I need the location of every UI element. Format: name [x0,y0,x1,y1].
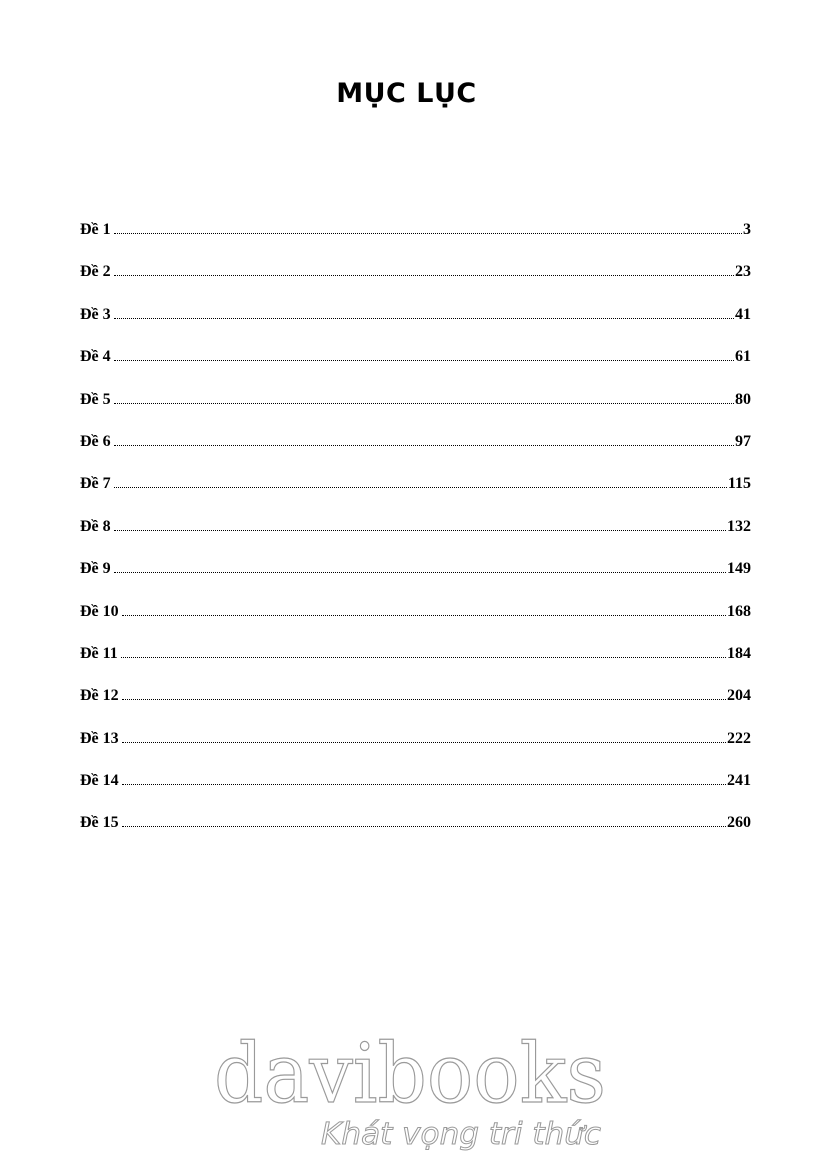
toc-entry[interactable] [80,645,751,687]
dot-leader [114,403,734,404]
toc-entry-page: 241 [727,772,751,790]
dot-leader [114,572,726,573]
dot-leader [122,784,726,785]
page-title: MỤC LỤC [336,78,477,109]
toc-entry-label: Đề 1 [80,221,111,238]
toc-entry[interactable] [80,603,751,645]
toc-entry-page: 204 [727,687,751,705]
toc-entry-page: 222 [727,729,751,747]
toc-entry-label: Đề 12 [80,687,119,705]
toc-entry[interactable] [80,687,751,729]
toc-entry-page: 168 [727,602,751,620]
toc-entry[interactable] [80,306,751,348]
toc-entry-label: Đề 6 [80,432,111,450]
toc-entry-label: Đề 8 [80,517,111,535]
toc-entry-label: Đề 13 [80,729,119,747]
toc-entry[interactable] [80,221,751,263]
toc-entry-page: 61 [735,348,751,366]
toc-entry-label: Đề 3 [80,305,111,323]
dot-leader [122,615,726,616]
toc-entry[interactable] [80,433,751,475]
dot-leader [114,233,742,234]
toc-entry[interactable] [80,391,751,433]
toc-entry-page: 41 [735,305,751,323]
toc-entry-page: 260 [727,814,751,832]
toc-entry-label: Đề 15 [80,814,119,832]
dot-leader [114,360,734,361]
toc-entry-label: Đề 5 [80,390,111,408]
dot-leader [114,530,726,531]
toc-entry-page: 115 [727,475,751,493]
watermark-slogan: Khát vọng tri thức [321,1117,602,1152]
toc-entry-page: 3 [743,221,751,238]
toc-entry-label: Đề 9 [80,560,111,578]
toc-entry[interactable] [80,518,751,560]
toc-entry[interactable] [80,475,751,517]
toc-entry-page: 97 [735,432,751,450]
toc-entry[interactable] [80,348,751,390]
dot-leader [114,275,734,276]
dot-leader [122,742,726,743]
dot-leader [122,699,726,700]
watermark [205,1018,615,1153]
watermark-brand: davibooks [214,1027,606,1122]
dot-leader [121,657,726,658]
dot-leader [122,826,726,827]
toc-entry-page: 149 [727,560,751,578]
toc-entry-label: Đề 7 [80,475,111,493]
toc-entry-label: Đề 10 [80,602,119,620]
toc-entry-page: 132 [727,517,751,535]
toc-entry-label: Đề 4 [80,348,111,366]
dot-leader [114,445,734,446]
toc-entry-label: Đề 2 [80,263,111,281]
toc-entry-label: Đề 11 [80,644,118,662]
dot-leader [114,487,727,488]
toc-entry[interactable] [80,730,751,772]
toc-entry-label: Đề 14 [80,772,119,790]
table-of-contents [80,221,751,857]
toc-entry-page: 80 [735,390,751,408]
toc-entry[interactable] [80,263,751,305]
toc-entry[interactable] [80,772,751,814]
dot-leader [114,318,734,319]
toc-entry[interactable] [80,560,751,602]
toc-entry[interactable] [80,814,751,856]
toc-entry-page: 23 [735,263,751,281]
toc-entry-page: 184 [727,644,751,662]
